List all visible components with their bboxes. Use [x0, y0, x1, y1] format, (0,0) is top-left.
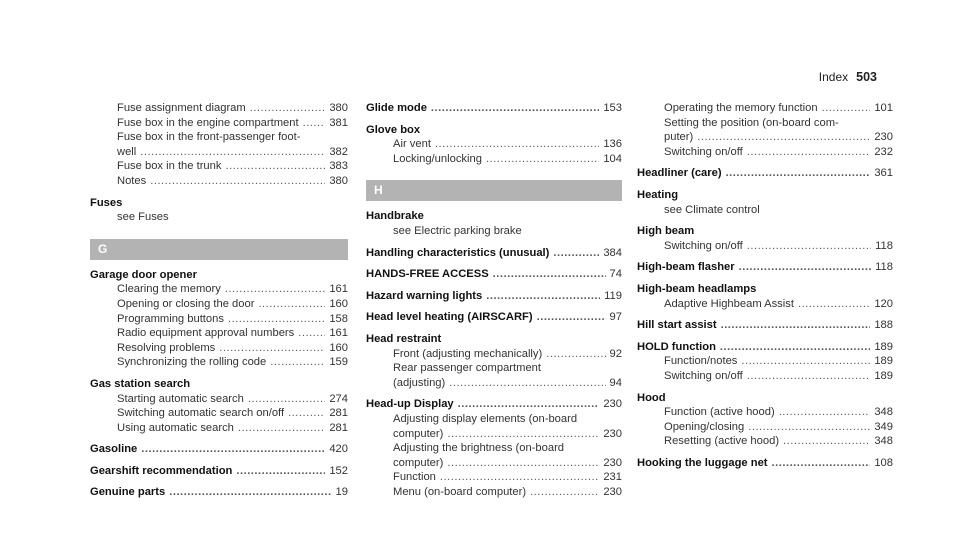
page-ref: 161	[329, 327, 348, 340]
index-subentry-line: Setting the position (on-board com-	[664, 116, 839, 129]
index-entry-high-beam	[637, 224, 893, 253]
index-heading: Glove box	[366, 123, 421, 136]
index-entry-gasoline	[90, 442, 348, 457]
page-ref: 361	[874, 167, 893, 180]
index-heading: Heating	[637, 188, 679, 201]
page-ref: 160	[329, 341, 348, 354]
index-entry-hazard-warning-lights	[366, 289, 622, 304]
page-ref: 161	[329, 283, 348, 296]
index-subentry[interactable]: Resolving problems ..... 160	[90, 341, 348, 356]
index-entry-genuine-parts	[90, 485, 348, 500]
index-subentry[interactable]: well ..... 382	[90, 145, 348, 160]
index-heading: Hood	[637, 391, 666, 404]
page-ref: 349	[874, 420, 893, 433]
page-ref: 101	[874, 102, 893, 114]
page-ref: 108	[874, 456, 893, 469]
page-ref: 230	[603, 456, 622, 469]
index-heading[interactable]: Headliner (care) ..... 361	[637, 166, 893, 181]
page-ref: 230	[603, 398, 622, 411]
index-entry-fuses	[90, 196, 348, 225]
index-entry-hands-free-access	[366, 267, 622, 282]
index-subentry[interactable]: Switching on/off ..... 118	[637, 239, 893, 254]
page-ref: 120	[874, 297, 893, 310]
index-column-2	[366, 101, 622, 506]
index-entry-hill-start-assist	[637, 318, 893, 333]
index-subentry[interactable]: Locking/unlocking ..... 104	[366, 152, 622, 167]
index-heading: High beam	[637, 225, 695, 238]
page-ref: 19	[335, 486, 348, 499]
page-ref: 92	[609, 347, 622, 360]
index-entry-hold-function	[637, 340, 893, 384]
page-ref: 281	[329, 421, 348, 434]
index-subentry[interactable]: Using automatic search ..... 281	[90, 421, 348, 436]
index-heading[interactable]: HOLD function ..... 189	[637, 340, 893, 355]
index-subentry-line: Adjusting the brightness (on-board	[393, 442, 565, 455]
page-ref: 348	[874, 435, 893, 448]
index-heading[interactable]: Head level heating (AIRSCARF) ..... 97	[366, 310, 622, 325]
page-ref: 94	[609, 376, 622, 389]
index-column-1	[90, 101, 348, 507]
index-subentry-line: Adjusting display elements (on-board	[393, 412, 578, 425]
index-subentry[interactable]: Air vent ..... 136	[366, 137, 622, 152]
section-title: Index	[818, 70, 849, 84]
index-subentry[interactable]: Front (adjusting mechanically) ..... 92	[366, 347, 622, 362]
index-entry-handbrake	[366, 209, 622, 238]
page-ref: 160	[329, 297, 348, 310]
index-subentry[interactable]: Switching automatic search on/off ..... 281	[90, 406, 348, 421]
index-heading[interactable]: Head-up Display ..... 230	[366, 397, 622, 412]
index-entry-heating	[637, 188, 893, 217]
see-reference[interactable]: see Electric parking brake	[393, 224, 522, 237]
index-subentry[interactable]: Synchronizing the rolling code ..... 159	[90, 355, 348, 370]
index-subentry[interactable]: Function ..... 231	[366, 470, 622, 485]
index-heading: Gas station search	[90, 377, 191, 390]
page-header	[819, 70, 877, 84]
index-entry-hooking-luggage-net	[637, 456, 893, 471]
see-reference[interactable]: see Fuses	[117, 211, 169, 224]
page-ref: 136	[603, 138, 622, 151]
index-heading[interactable]: Genuine parts ..... 19	[90, 485, 348, 500]
index-heading: Fuses	[90, 196, 123, 209]
index-entry-headliner	[637, 166, 893, 181]
page-ref: 230	[874, 131, 893, 144]
page-ref: 153	[603, 102, 622, 114]
letter-divider-g: G	[90, 239, 348, 260]
page-ref: 159	[329, 356, 348, 369]
index-entry-glide-mode	[366, 101, 622, 116]
index-subentry[interactable]: Fuse box in the engine compartment ..... 381	[90, 116, 348, 131]
page-ref: 231	[603, 471, 622, 484]
index-column-3	[637, 101, 893, 477]
index-heading[interactable]: Gearshift recommendation ..... 152	[90, 464, 348, 479]
index-entry-garage-door-opener	[90, 268, 348, 370]
index-heading: Head restraint	[366, 332, 442, 345]
index-heading[interactable]: Handling characteristics (unusual) ..... 384	[366, 246, 622, 261]
page-ref: 232	[874, 145, 893, 158]
index-subentry[interactable]: Opening/closing ..... 349	[637, 420, 893, 435]
index-subentry[interactable]: (adjusting) ..... 94	[366, 376, 622, 391]
page-ref: 420	[329, 443, 348, 456]
index-subentry[interactable]: Function/notes ..... 189	[637, 354, 893, 369]
page-ref: 380	[329, 174, 348, 187]
page-ref: 189	[874, 340, 893, 353]
see-reference[interactable]: see Climate control	[664, 203, 760, 216]
index-subentry[interactable]: Operating the memory function ..... 101	[637, 101, 893, 116]
index-heading[interactable]: Glide mode ..... 153	[366, 101, 622, 116]
page-ref: 97	[609, 311, 622, 324]
page-ref: 230	[603, 485, 622, 498]
index-subentry[interactable]: computer) ..... 230	[366, 427, 622, 442]
index-subentry[interactable]: Switching on/off ..... 232	[637, 145, 893, 160]
page-ref: 189	[874, 369, 893, 382]
letter-divider-h: H	[366, 180, 622, 201]
index-entry-glove-box	[366, 123, 622, 167]
page-ref: 348	[874, 406, 893, 419]
page-ref: 274	[329, 392, 348, 405]
page-ref: 381	[329, 116, 348, 129]
index-entry-hood	[637, 391, 893, 449]
index-heading[interactable]: HANDS-FREE ACCESS ..... 74	[366, 267, 622, 282]
index-entry-handling	[366, 246, 622, 261]
page-ref: 188	[874, 319, 893, 332]
index-subentry-line: Rear passenger compartment	[393, 362, 541, 375]
index-subentry[interactable]: Clearing the memory ..... 161	[90, 282, 348, 297]
index-entry-gas-station-search	[90, 377, 348, 435]
index-subentry[interactable]: Starting automatic search ..... 274	[90, 392, 348, 407]
page-number: 503	[856, 70, 877, 84]
page-ref: 383	[329, 160, 348, 173]
page-ref: 118	[875, 239, 893, 252]
index-entry-gearshift	[90, 464, 348, 479]
page-ref: 104	[603, 152, 622, 165]
index-entry-high-beam-headlamps	[637, 282, 893, 311]
index-subentry[interactable]: Function (active hood) ..... 348	[637, 405, 893, 420]
index-entry-fuses-continued	[90, 101, 348, 189]
index-heading[interactable]: High-beam flasher ..... 118	[637, 260, 893, 275]
index-entry-head-restraint	[366, 332, 622, 390]
index-subentry[interactable]: Menu (on-board computer) ..... 230	[366, 485, 622, 500]
index-subentry[interactable]: Notes ..... 380	[90, 174, 348, 189]
index-entry-hud-continued	[637, 101, 893, 159]
index-heading[interactable]: Hooking the luggage net ..... 108	[637, 456, 893, 471]
index-subentry[interactable]: Switching on/off ..... 189	[637, 369, 893, 384]
index-heading[interactable]: Gasoline ..... 420	[90, 442, 348, 457]
page-ref: 74	[609, 268, 622, 281]
page-ref: 384	[603, 246, 622, 259]
index-subentry[interactable]: Fuse assignment diagram ..... 380	[90, 101, 348, 116]
page-ref: 230	[603, 427, 622, 440]
page-ref: 382	[329, 145, 348, 158]
index-subentry[interactable]: Adaptive Highbeam Assist ..... 120	[637, 297, 893, 312]
index-heading: Handbrake	[366, 210, 424, 223]
index-subentry[interactable]: Radio equipment approval numbers ..... 161	[90, 326, 348, 341]
index-entry-high-beam-flasher	[637, 260, 893, 275]
index-subentry[interactable]: Resetting (active hood) ..... 348	[637, 434, 893, 449]
index-heading[interactable]: Hazard warning lights ..... 119	[366, 289, 622, 304]
index-entry-head-level-heating	[366, 310, 622, 325]
index-subentry[interactable]: Opening or closing the door ..... 160	[90, 297, 348, 312]
index-subentry-line: Fuse box in the front-passenger foot-	[117, 131, 301, 144]
index-entry-head-up-display	[366, 397, 622, 499]
page-ref: 152	[329, 464, 348, 477]
page-ref: 380	[329, 102, 348, 114]
index-subentry[interactable]: computer) ..... 230	[366, 456, 622, 471]
index-heading: Garage door opener	[90, 268, 197, 281]
page-ref: 118	[875, 261, 893, 274]
index-heading[interactable]: Hill start assist ..... 188	[637, 318, 893, 333]
index-subentry[interactable]: puter) ..... 230	[637, 130, 893, 145]
page-ref: 189	[874, 355, 893, 368]
page-ref: 281	[329, 407, 348, 420]
page-ref: 119	[604, 289, 622, 302]
page-ref: 158	[329, 312, 348, 325]
index-heading: High-beam headlamps	[637, 282, 757, 295]
index-subentry[interactable]: Fuse box in the trunk ..... 383	[90, 159, 348, 174]
index-subentry[interactable]: Programming buttons ..... 158	[90, 312, 348, 327]
